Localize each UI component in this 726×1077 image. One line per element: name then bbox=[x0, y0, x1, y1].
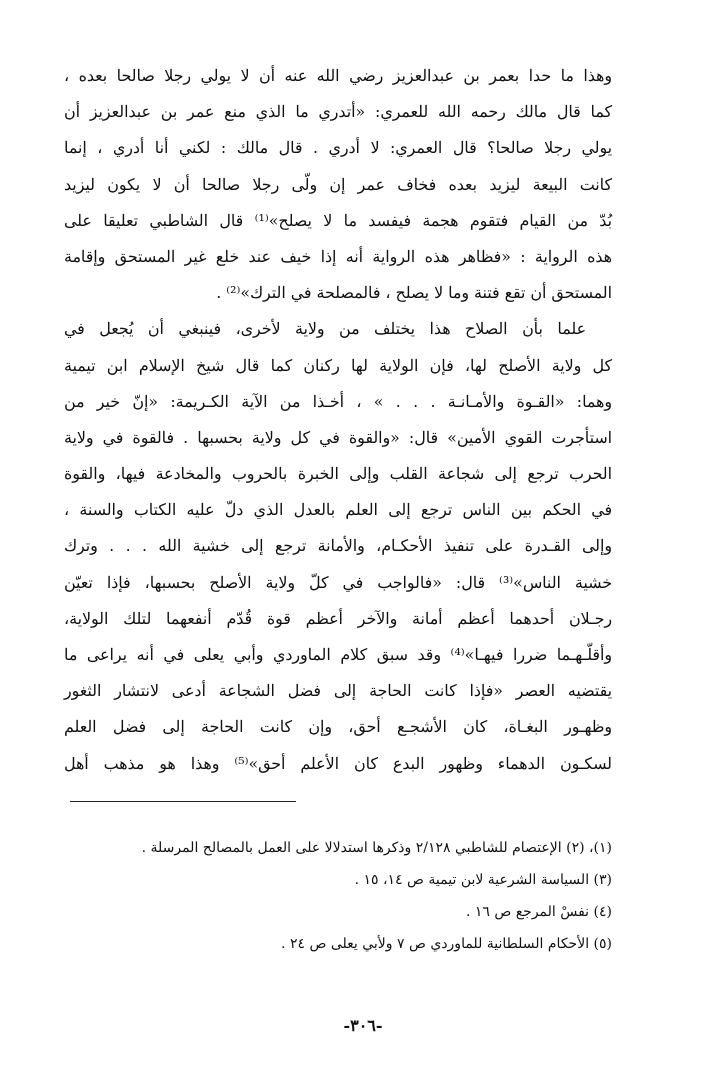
footnote-separator bbox=[70, 801, 296, 802]
text-line: وهذا ما حدا بعمر بن عبدالعزيز رضي الله عنه أن لا يولي رجلا صالحا بعده ، bbox=[64, 66, 612, 85]
text-line: وهما: «القـوة والأمـانـة . . . » ، أخـذا من الآية الكـريمة: «إنّ خير من bbox=[64, 391, 612, 411]
footnote: (٥) الأحكام السلطانية للماوردي ص ٧ ولأبي يعلى ص ٢٤ . bbox=[281, 936, 612, 952]
text-line: في الحكم بين الناس ترجع إلى العلم بالعدل الذي دلّ عليه الكتاب والسنة ، bbox=[64, 500, 612, 520]
body-text bbox=[64, 58, 612, 782]
text-line: بُدّ من القيام فتقوم هجمة فيفسد ما لا يصلح»⁽¹⁾ قال الشاطبي تعليقا على bbox=[64, 210, 612, 230]
page-number: -٣٠٦- bbox=[343, 1016, 383, 1035]
text-line: وظهـور البغـاة، كان الأشجـع أحق، وإن كانت الحاجة إلى فضل العلم bbox=[64, 717, 612, 737]
footnote: (٤) نفسْ المرجع ص ١٦ . bbox=[465, 904, 612, 920]
text-line: الحرب ترجع إلى شجاعة القلب وإلى الخبرة بالحروب والمخادعة فيها، والقوة bbox=[64, 464, 612, 484]
text-line: كانت البيعة ليزيد بعده فخاف عمر إن ولّى رجلا صالحا أن لا يكون ليزيد bbox=[64, 174, 612, 194]
text-line: رجـلان أحدهما أعظم أمانة والآخر أعظم قوة قُدّم أنفعهما لتلك الولاية، bbox=[64, 608, 612, 628]
text-line: وأقلّـهـما ضررا فيهـا»⁽⁴⁾ وقد سبق كلام الماوردي وأبي يعلى في أنه يراعى ما bbox=[64, 645, 613, 664]
footnote: (٣) السياسة الشرعية لابن تيمية ص ١٤، ١٥ . bbox=[354, 872, 612, 888]
text-line: المستحق أن تقع فتنة وما لا يصلح ، فالمصلحة في الترك»⁽²⁾ . bbox=[216, 283, 612, 303]
text-line: لسكـون الدهماء وظهور البدع كان الأعلم أحق»⁽⁵⁾ وهذا هو مذهب أهل bbox=[64, 753, 612, 773]
footnotes bbox=[64, 832, 612, 960]
text-line: وإلى القـدرة على تنفيذ الأحكـام، والأمانة ترجع إلى خشية الله . . . وترك bbox=[64, 536, 612, 556]
footnote: (١)، (٢) الإعتصام للشاطبي ٢/١٢٨ وذكرها استدلالا على العمل بالمصالح المرسلة . bbox=[141, 840, 612, 856]
text-line: استأجرت القوي الأمين» قال: «والقوة في كل ولاية بحسبها . فالقوة في ولاية bbox=[64, 427, 612, 447]
text-line: يولي رجلا صالحا؟ قال العمري: لا أدري . قال مالك : لكني أنا أدري ، إنما bbox=[64, 138, 612, 158]
text-line: علما بأن الصلاح هذا يختلف من ولاية لأخرى، فينبغي أن يُجعل في bbox=[64, 319, 586, 339]
text-line: خشية الناس»⁽³⁾ قال: «فالواجب في كلّ ولاية الأصلح بحسبها، فإذا تعيّن bbox=[64, 572, 612, 592]
text-line: يقتضيه العصر «فإذا كانت الحاجة إلى فضل الشجاعة أدعى لانتشار الثغور bbox=[64, 681, 612, 701]
text-line: كما قال مالك رحمه الله للعمري: «أتدري ما الذي منع عمر بن عبدالعزيز أن bbox=[64, 102, 612, 122]
text-line: هذه الرواية : «فظاهر هذه الرواية أنه إذا خيف عند خلع غير المستحق وإقامة bbox=[64, 246, 612, 266]
text-line: كل ولاية الأصلح لها، فإن الولاية لها ركنان كما قال شيخ الإسلام ابن تيمية bbox=[64, 355, 612, 375]
